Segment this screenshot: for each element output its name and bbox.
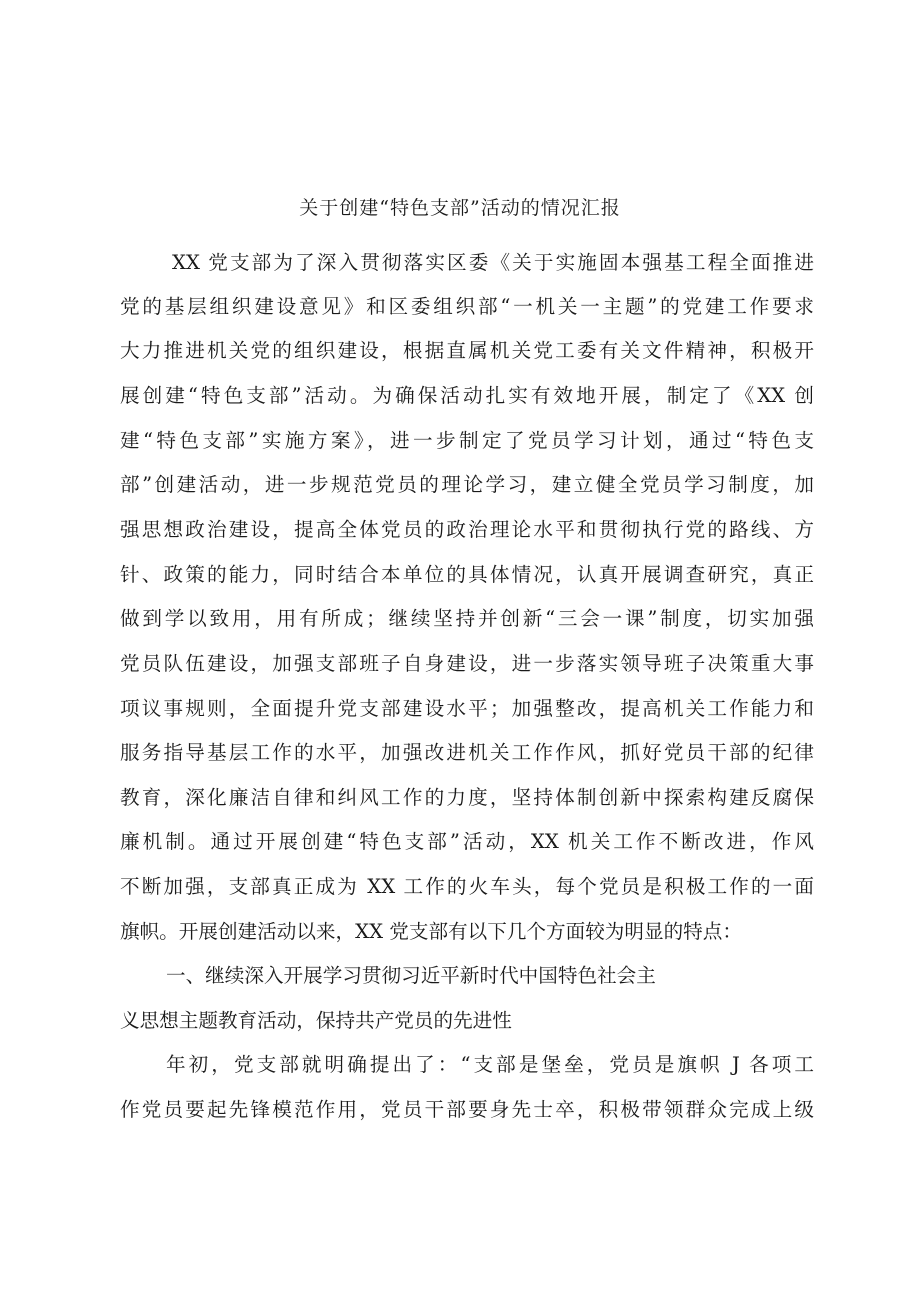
paragraph-line: 针、政策的能力，同时结合本单位的具体情况，认真开展调查研究，真正 [120, 563, 814, 586]
document-title: 关于创建“特色支部”活动的情况汇报 [299, 197, 621, 219]
paragraph-line: 作党员要起先锋模范作用，党员干部要身先士卒，积极带领群众完成上级 [120, 1098, 814, 1121]
paragraph-line: 旗帜。开展创建活动以来，XX 党支部有以下几个方面较为明显的特点： [120, 920, 742, 943]
paragraph-line: 不断加强，支部真正成为 XX 工作的火车头，每个党员是积极工作的一面 [120, 875, 814, 898]
paragraph-line: 项议事规则，全面提升党支部建设水平；加强整改，提高机关工作能力和 [120, 697, 814, 720]
section-heading-line: 义思想主题教育活动，保持共产党员的先进性 [120, 1009, 512, 1032]
paragraph-line: XX 党支部为了深入贯彻落实区委《关于实施固本强基工程全面推进 [172, 251, 814, 274]
paragraph-line: 大力推进机关党的组织建设，根据直属机关党工委有关文件精神，积极开 [120, 339, 814, 362]
paragraph-line: 展创建“特色支部”活动。为确保活动扎实有效地开展，制定了《XX 创 [120, 384, 814, 407]
paragraph-line: 党的基层组织建设意见》和区委组织部“一机关一主题”的党建工作要求 [120, 295, 814, 318]
paragraph-line: 服务指导基层工作的水平，加强改进机关工作作风，抓好党员干部的纪律 [120, 741, 814, 764]
paragraph-line: 廉机制。通过开展创建“特色支部”活动，XX 机关工作不断改进，作风 [120, 830, 814, 853]
paragraph-line: 建“特色支部”实施方案》，进一步制定了党员学习计划，通过“特色支 [120, 429, 814, 452]
paragraph-line: 年初，党支部就明确提出了：“支部是堡垒，党员是旗帜 J 各项工 [166, 1053, 814, 1076]
section-heading-line: 一、继续深入开展学习贯彻习近平新时代中国特色社会主 [166, 964, 656, 987]
paragraph-line: 教育，深化廉洁自律和纠风工作的力度，坚持体制创新中探索构建反腐保 [120, 786, 814, 809]
paragraph-line: 强思想政治建设，提高全体党员的政治理论水平和贯彻执行党的路线、方 [120, 518, 814, 541]
paragraph-line: 做到学以致用，用有所成；继续坚持并创新“三会一课”制度，切实加强 [120, 607, 814, 630]
paragraph-line: 部”创建活动，进一步规范党员的理论学习，建立健全党员学习制度，加 [120, 473, 814, 496]
paragraph-line: 党员队伍建设，加强支部班子自身建设，进一步落实领导班子决策重大事 [120, 652, 814, 675]
